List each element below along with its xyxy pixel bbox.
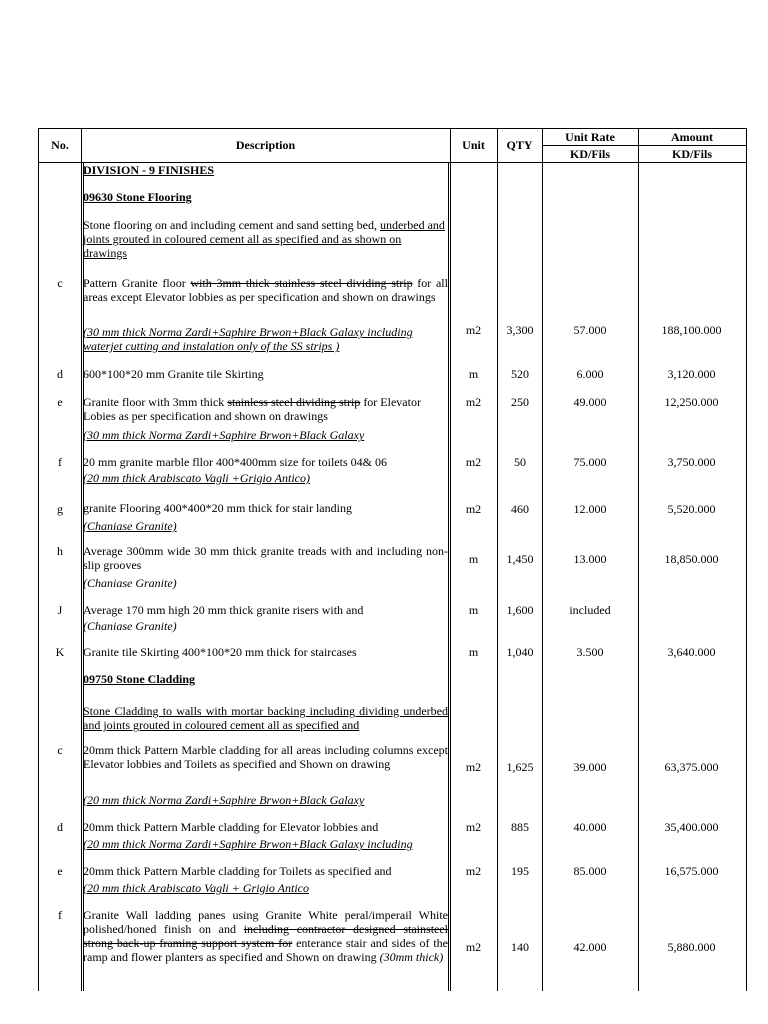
column-divider bbox=[448, 162, 449, 991]
item-description: Granite tile Skirting 400*100*20 mm thick for staircases bbox=[83, 645, 357, 659]
item-unit: m bbox=[468, 552, 479, 566]
item-rate: 85.000 bbox=[573, 864, 607, 878]
item-description: Average 300mm wide 30 mm thick granite treads with and including non-slip grooves bbox=[83, 544, 448, 572]
item-note: (Chaniase Granite) bbox=[83, 576, 177, 590]
item-qty: 1,600 bbox=[506, 603, 534, 617]
item-note: (30 mm thick Norma Zardi+Saphire Brwon+Black Galaxy including waterjet cutting and instalation only of the SS strips ) bbox=[83, 325, 413, 353]
item-amount: 188,100.000 bbox=[661, 323, 722, 337]
bill-of-quantities-table bbox=[38, 128, 747, 991]
item-rate: 40.000 bbox=[573, 820, 607, 834]
item-amount: 16,575.000 bbox=[664, 864, 719, 878]
item-unit: m bbox=[468, 603, 479, 617]
item-qty: 460 bbox=[511, 502, 529, 516]
item-amount: 3,750.000 bbox=[667, 455, 716, 469]
item-rate: 13.000 bbox=[573, 552, 607, 566]
column-divider bbox=[497, 129, 498, 991]
item-unit: m2 bbox=[465, 940, 482, 954]
item-no: c bbox=[57, 743, 63, 757]
item-description: 600*100*20 mm Granite tile Skirting bbox=[83, 367, 264, 381]
description-text: Granite floor with 3mm thick bbox=[83, 395, 228, 409]
item-no: e bbox=[57, 395, 63, 409]
struck-text: with 3mm thick stainless steel dividing strip bbox=[190, 276, 413, 290]
item-description: 20 mm granite marble fllor 400*400mm size for toilets 04& 06 bbox=[83, 455, 387, 469]
item-note: (20 mm thick Norma Zardi+Saphire Brwon+Black Galaxy bbox=[83, 793, 365, 807]
column-divider bbox=[81, 129, 82, 991]
item-unit: m2 bbox=[465, 864, 482, 878]
item-rate: 6.000 bbox=[576, 367, 604, 381]
intro-underlined-text: underbed and joints grouted in coloured cement all as specified and as shown on drawings bbox=[83, 218, 445, 260]
header-unit-rate: Unit Rate bbox=[565, 130, 615, 144]
item-amount: 12,250.000 bbox=[664, 395, 719, 409]
item-description: granite Flooring 400*400*20 mm thick for stair landing bbox=[83, 501, 352, 515]
item-amount: 35,400.000 bbox=[664, 820, 719, 834]
item-rate: 42.000 bbox=[573, 940, 607, 954]
item-note: (20 mm thick Norma Zardi+Saphire Brwon+Black Galaxy including bbox=[83, 837, 413, 851]
header-divider bbox=[542, 145, 746, 146]
item-rate: 49.000 bbox=[573, 395, 607, 409]
item-amount: 5,880.000 bbox=[667, 940, 716, 954]
description-text: for all areas except Elevator lobbies as per specification and shown on drawings bbox=[83, 276, 448, 304]
division-title: DIVISION - 9 FINISHES bbox=[83, 163, 215, 177]
item-unit: m2 bbox=[465, 323, 482, 337]
item-no: f bbox=[58, 455, 62, 469]
header-qty: QTY bbox=[506, 138, 533, 152]
item-unit: m2 bbox=[465, 455, 482, 469]
item-no: c bbox=[57, 276, 63, 290]
item-description bbox=[83, 395, 448, 423]
item-qty: 1,450 bbox=[506, 552, 534, 566]
item-rate: 39.000 bbox=[573, 760, 607, 774]
struck-text: including contractor designed stainsteel strong back-up framing support system for bbox=[83, 922, 449, 950]
item-no: K bbox=[55, 645, 65, 659]
item-unit: m bbox=[468, 367, 479, 381]
header-rate-currency: KD/Fils bbox=[569, 147, 610, 161]
item-note: (30 mm thick Norma Zardi+Saphire Brwon+Black Galaxy bbox=[83, 428, 365, 442]
item-no: f bbox=[58, 908, 62, 922]
item-qty: 140 bbox=[511, 940, 529, 954]
item-unit: m2 bbox=[465, 502, 482, 516]
description-text: Pattern Granite floor bbox=[83, 276, 191, 290]
item-note: (Chaniase Granite) bbox=[83, 619, 177, 633]
header-description: Description bbox=[235, 138, 296, 152]
item-qty: 50 bbox=[514, 455, 526, 469]
header-amount: Amount bbox=[670, 130, 713, 144]
description-text: for Elevator Lobies as per specification and shown on drawings bbox=[83, 395, 421, 423]
item-rate: 75.000 bbox=[573, 455, 607, 469]
item-no: d bbox=[57, 820, 63, 834]
item-amount: 18,850.000 bbox=[664, 552, 719, 566]
item-qty: 520 bbox=[511, 367, 529, 381]
section-title-cladding: 09750 Stone Cladding bbox=[83, 672, 196, 686]
item-no: h bbox=[57, 544, 63, 558]
item-unit: m bbox=[468, 645, 479, 659]
item-no: d bbox=[57, 367, 63, 381]
item-note: (20 mm thick Arabiscato Vagli + Grigio Antico bbox=[83, 881, 309, 895]
description-text: Granite Wall ladding panes using Granite White peral/imperail White polished/honed finish on and bbox=[83, 908, 448, 936]
item-amount: 3,120.000 bbox=[667, 367, 716, 381]
item-rate: 3.500 bbox=[576, 645, 604, 659]
section-intro-cladding: Stone Cladding to walls with mortar backing including dividing underbed and joints grouted in coloured cement all as specified and bbox=[83, 704, 448, 732]
thickness-note: (30mm thick) bbox=[379, 950, 444, 964]
item-description: 20mm thick Pattern Marble cladding for Toilets as specified and bbox=[83, 864, 392, 878]
item-no: J bbox=[57, 603, 63, 617]
item-description bbox=[83, 908, 448, 964]
item-qty: 3,300 bbox=[506, 323, 534, 337]
item-qty: 1,625 bbox=[506, 760, 534, 774]
struck-text: stainless steel dividing strip bbox=[227, 395, 361, 409]
item-description: 20mm thick Pattern Marble cladding for Elevator lobbies and bbox=[83, 820, 379, 834]
item-unit: m2 bbox=[465, 760, 482, 774]
item-qty: 885 bbox=[511, 820, 529, 834]
item-qty: 250 bbox=[511, 395, 529, 409]
item-qty: 195 bbox=[511, 864, 529, 878]
item-no: g bbox=[57, 502, 63, 516]
item-description bbox=[83, 276, 448, 304]
header-no: No. bbox=[51, 138, 69, 152]
item-amount: 3,640.000 bbox=[667, 645, 716, 659]
item-note: (20 mm thick Arabiscato Vagli +Grigio Antico) bbox=[83, 471, 310, 485]
item-rate: included bbox=[569, 603, 611, 617]
header-unit: Unit bbox=[462, 138, 485, 152]
item-unit: m2 bbox=[465, 395, 482, 409]
section-intro-flooring bbox=[83, 218, 448, 260]
item-qty: 1,040 bbox=[506, 645, 534, 659]
item-no: e bbox=[57, 864, 63, 878]
header-amount-currency: KD/Fils bbox=[671, 147, 712, 161]
item-rate: 12.000 bbox=[573, 502, 607, 516]
item-description: Average 170 mm high 20 mm thick granite risers with and bbox=[83, 603, 364, 617]
item-amount: 5,520.000 bbox=[667, 502, 716, 516]
item-note: (Chaniase Granite) bbox=[83, 519, 177, 533]
item-description: 20mm thick Pattern Marble cladding for all areas including columns except Elevator lobbies and Toilets as specified and Shown on drawing bbox=[83, 743, 448, 771]
intro-text: Stone flooring on and including cement and sand setting bed, bbox=[83, 218, 380, 232]
description-text: enterance stair and sides of the ramp and flower planters as specified and Shown on drawing bbox=[83, 936, 448, 964]
item-unit: m2 bbox=[465, 820, 482, 834]
item-amount: 63,375.000 bbox=[664, 760, 719, 774]
section-title-flooring: 09630 Stone Flooring bbox=[83, 190, 192, 204]
item-rate: 57.000 bbox=[573, 323, 607, 337]
